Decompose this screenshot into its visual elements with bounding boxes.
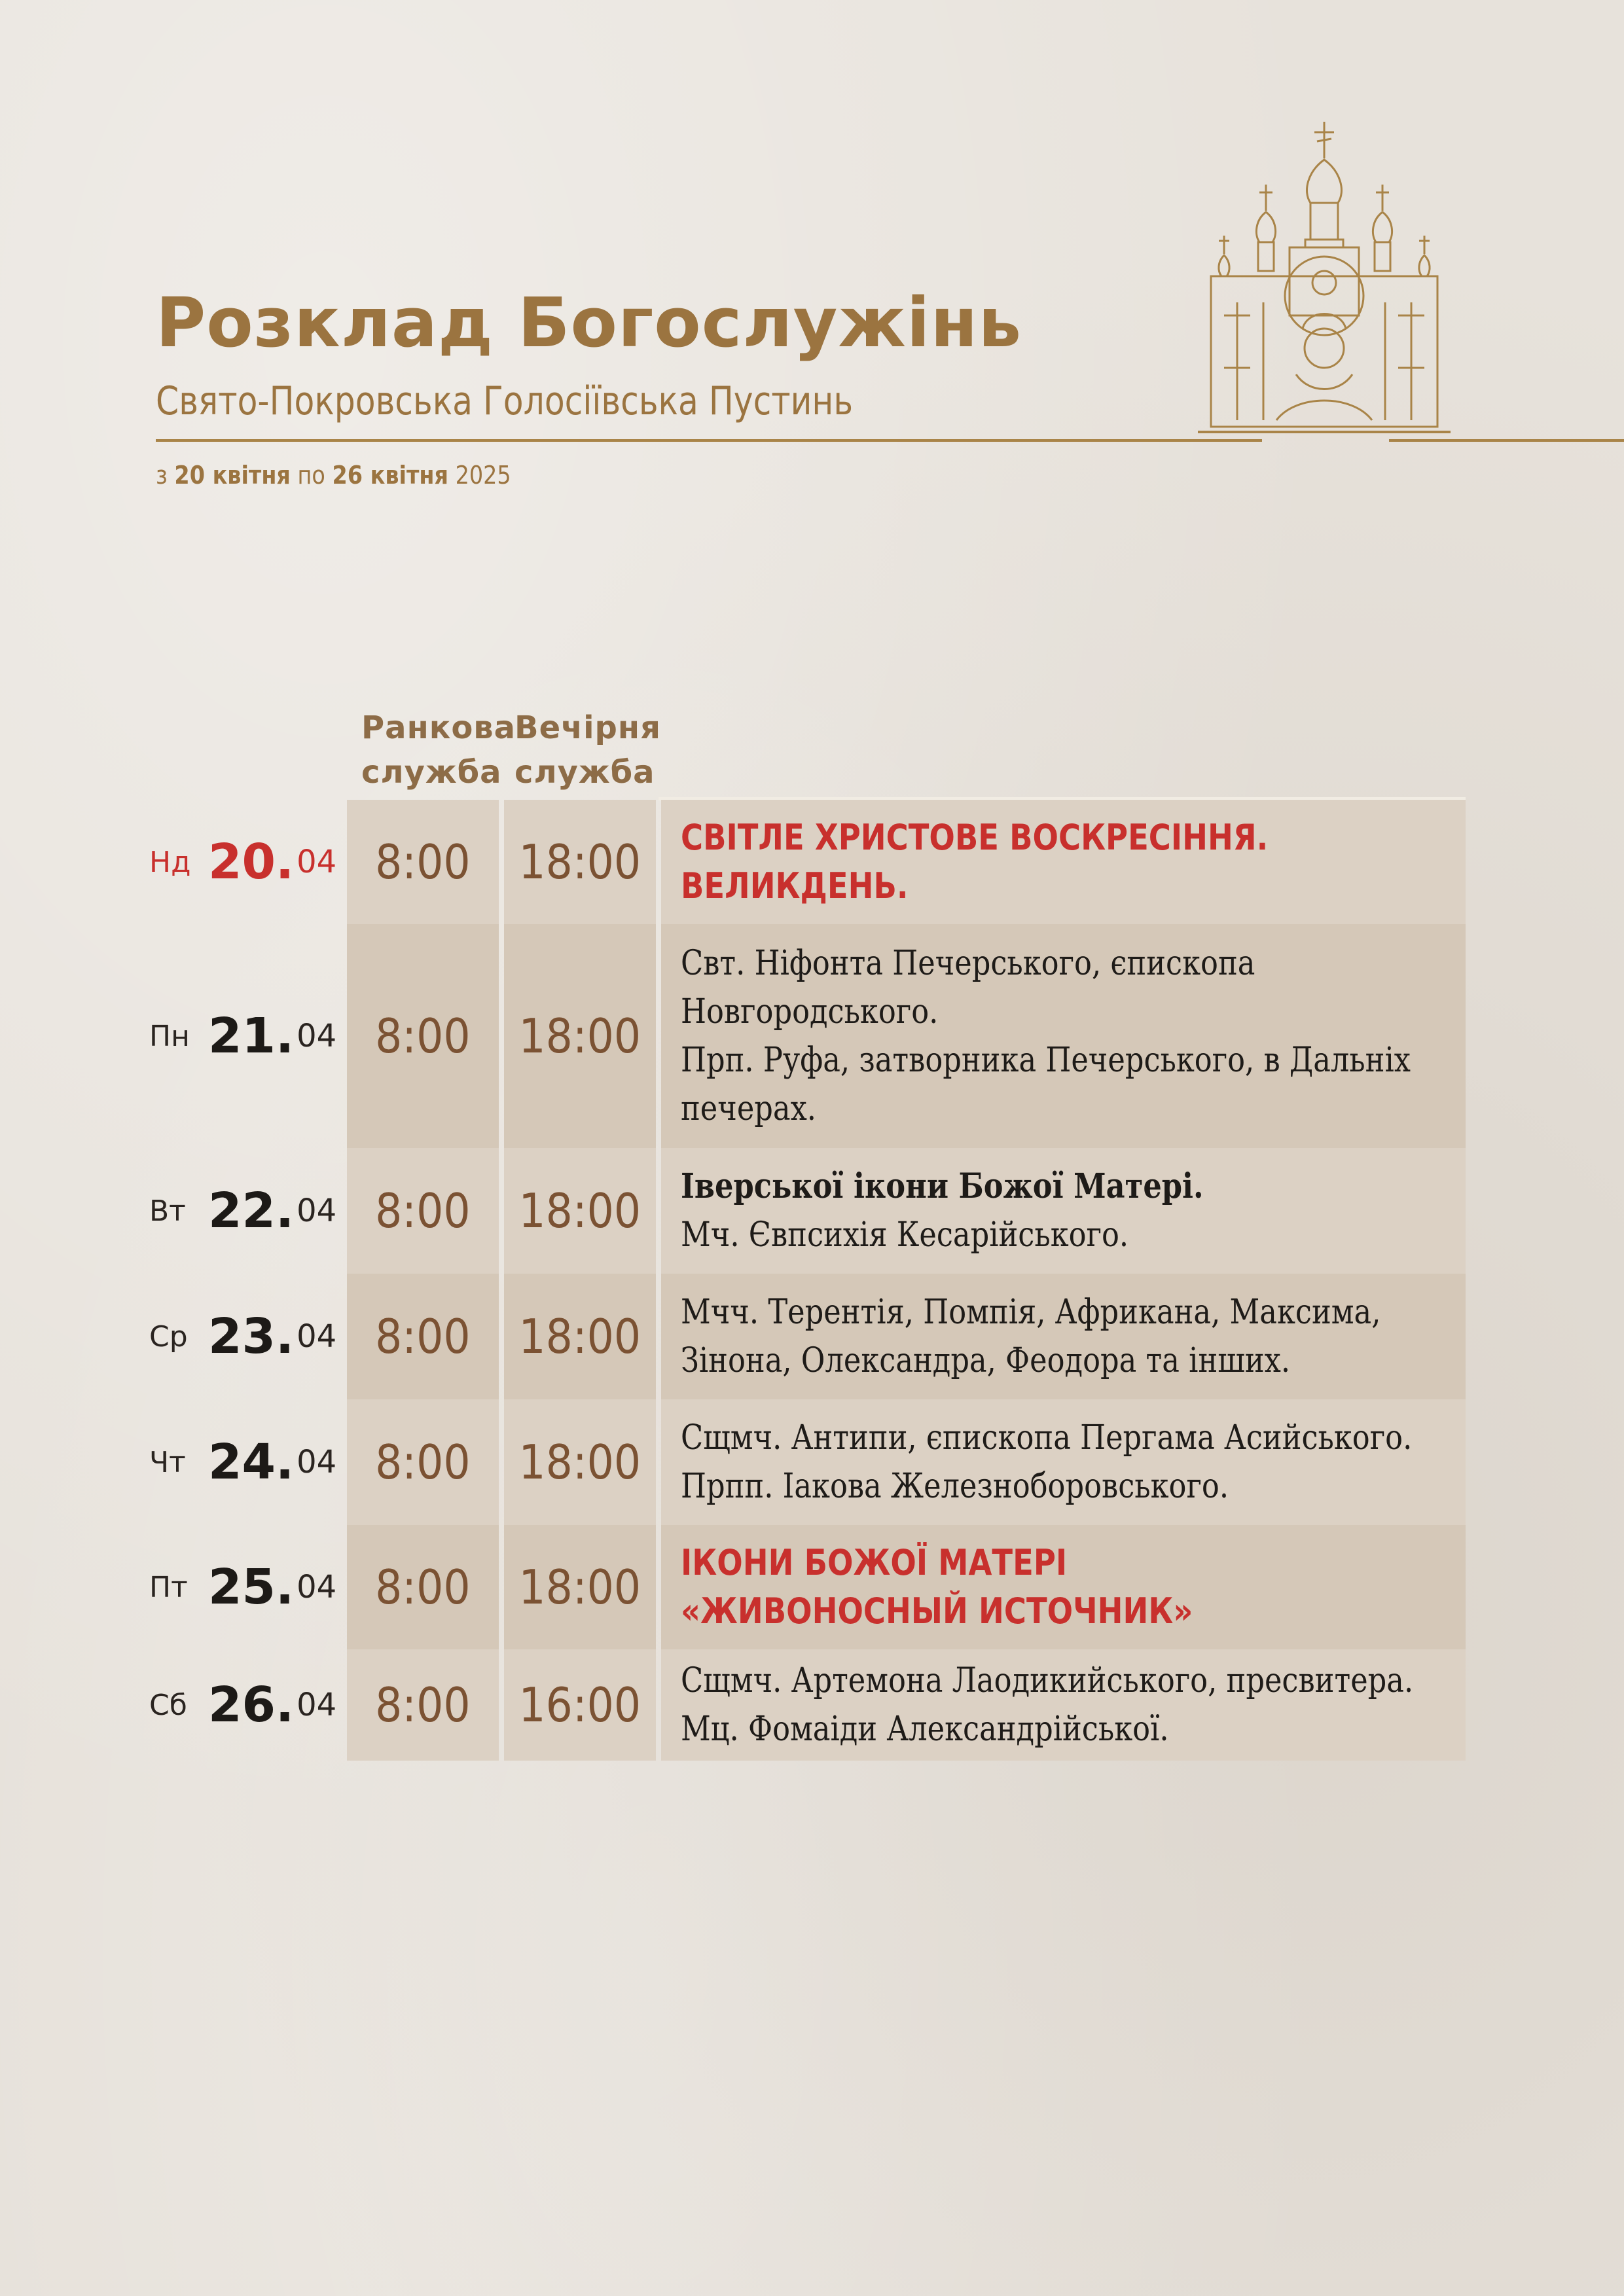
evening-time-text: 18:00	[518, 1009, 641, 1064]
feast-line: «ЖИВОНОСНЫЙ ИСТОЧНИК»	[681, 1590, 1193, 1632]
morning-time-text: 8:00	[375, 1309, 471, 1364]
weekday: Пт	[149, 1570, 188, 1604]
date-cell	[149, 800, 346, 924]
feast-description	[661, 800, 1466, 924]
feast-line: Прп. Руфа, затворника Печерського, в Дальніх	[681, 1041, 1411, 1080]
morning-time-text: 8:00	[375, 1677, 471, 1732]
day-number: 20.	[208, 834, 295, 890]
evening-time-text: 18:00	[518, 1309, 641, 1364]
day-number: 21.	[208, 1008, 295, 1064]
column-header-evening	[514, 706, 661, 795]
evening-time	[504, 924, 656, 1148]
feast-line: ІКОНИ БОЖОЇ МАТЕРІ	[681, 1542, 1068, 1583]
feast-line: Мч. Євпсихія Кесарійського.	[681, 1215, 1129, 1255]
schedule-table	[149, 800, 1466, 1761]
column-header-morning-line1: Ранкова	[361, 709, 516, 746]
feast-line: Зінона, Олександра, Феодора та інших.	[681, 1341, 1291, 1380]
table-row	[149, 1399, 1466, 1525]
weekday: Пн	[149, 1019, 190, 1053]
feast-line: Іверської ікони Божої Матері.	[681, 1166, 1204, 1206]
column-header-morning-line2: служба	[361, 754, 502, 791]
evening-time-text: 18:00	[518, 1183, 641, 1238]
range-mid: по	[297, 461, 325, 490]
morning-time-text: 8:00	[375, 1560, 471, 1615]
weekday: Нд	[149, 845, 191, 879]
table-row	[149, 1148, 1466, 1274]
page-subtitle: Свято-Покровська Голосіївська Пустинь	[156, 378, 854, 424]
table-row	[149, 1649, 1466, 1761]
month-number: 04	[297, 844, 337, 880]
church-cathedral-icon	[1198, 119, 1451, 433]
morning-time	[347, 924, 499, 1148]
feast-line: ВЕЛИКДЕНЬ.	[681, 865, 909, 906]
month-number: 04	[297, 1318, 337, 1355]
evening-time-text: 18:00	[518, 1560, 641, 1615]
day-number: 22.	[208, 1183, 295, 1239]
feast-description	[661, 1399, 1466, 1525]
feast-description	[661, 1649, 1466, 1761]
evening-time	[504, 1148, 656, 1274]
morning-time	[347, 1525, 499, 1649]
morning-time-text: 8:00	[375, 1183, 471, 1238]
month-number: 04	[297, 1687, 337, 1723]
date-cell	[149, 1148, 346, 1274]
feast-line: Прпп. Іакова Железноборовського.	[681, 1467, 1229, 1506]
feast-line: Сщмч. Артемона Лаодикийського, пресвитера.	[681, 1661, 1414, 1700]
morning-time-text: 8:00	[375, 1009, 471, 1064]
feast-description	[661, 1274, 1466, 1399]
evening-time	[504, 1649, 656, 1761]
feast-line: СВІТЛЕ ХРИСТОВЕ ВОСКРЕСІННЯ.	[681, 817, 1269, 858]
feast-line: Сщмч. Антипи, єпископа Пергама Асийського.	[681, 1418, 1413, 1458]
table-row	[149, 924, 1466, 1148]
weekday: Ср	[149, 1319, 188, 1354]
month-number: 04	[297, 1193, 337, 1229]
date-cell	[149, 1649, 346, 1761]
date-cell	[149, 924, 346, 1148]
weekday: Чт	[149, 1445, 186, 1479]
evening-time-text: 18:00	[518, 1435, 641, 1490]
weekday: Сб	[149, 1688, 187, 1722]
day-number: 25.	[208, 1559, 295, 1615]
header-divider	[156, 439, 1262, 442]
feast-description	[661, 1148, 1466, 1274]
column-header-morning	[361, 706, 516, 795]
feast-description	[661, 924, 1466, 1148]
range-year: 2025	[455, 461, 511, 490]
table-row	[149, 1525, 1466, 1649]
feast-line: печерах.	[681, 1089, 817, 1128]
date-cell	[149, 1525, 346, 1649]
morning-time	[347, 1274, 499, 1399]
range-to: 26 квітня	[332, 461, 448, 490]
day-number: 26.	[208, 1677, 295, 1733]
feast-line: Новгородського.	[681, 992, 939, 1031]
column-header-evening-line1: Вечірня	[514, 709, 661, 746]
header-divider-right	[1389, 439, 1624, 442]
page-title: Розклад Богослужінь	[156, 283, 1022, 363]
feast-description	[661, 1525, 1466, 1649]
evening-time	[504, 1525, 656, 1649]
evening-time-text: 16:00	[518, 1677, 641, 1732]
date-cell	[149, 1274, 346, 1399]
weekday: Вт	[149, 1194, 186, 1228]
morning-time	[347, 1148, 499, 1274]
range-prefix: з	[156, 461, 168, 490]
morning-time	[347, 800, 499, 924]
date-range	[156, 461, 511, 490]
feast-line: Мчч. Терентія, Помпія, Африкана, Максима,	[681, 1293, 1381, 1332]
morning-time	[347, 1399, 499, 1525]
evening-time	[504, 1399, 656, 1525]
table-row	[149, 1274, 1466, 1399]
evening-time	[504, 1274, 656, 1399]
month-number: 04	[297, 1444, 337, 1480]
date-cell	[149, 1399, 346, 1525]
column-header-evening-line2: служба	[514, 754, 655, 791]
day-number: 23.	[208, 1308, 295, 1365]
morning-time	[347, 1649, 499, 1761]
range-from: 20 квітня	[174, 461, 291, 490]
feast-line: Свт. Ніфонта Печерського, єпископа	[681, 944, 1255, 983]
month-number: 04	[297, 1018, 337, 1054]
morning-time-text: 8:00	[375, 834, 471, 889]
table-row	[149, 800, 1466, 924]
day-number: 24.	[208, 1434, 295, 1490]
evening-time	[504, 800, 656, 924]
evening-time-text: 18:00	[518, 834, 641, 889]
month-number: 04	[297, 1569, 337, 1605]
feast-line: Мц. Фомаіди Александрійської.	[681, 1710, 1169, 1749]
morning-time-text: 8:00	[375, 1435, 471, 1490]
